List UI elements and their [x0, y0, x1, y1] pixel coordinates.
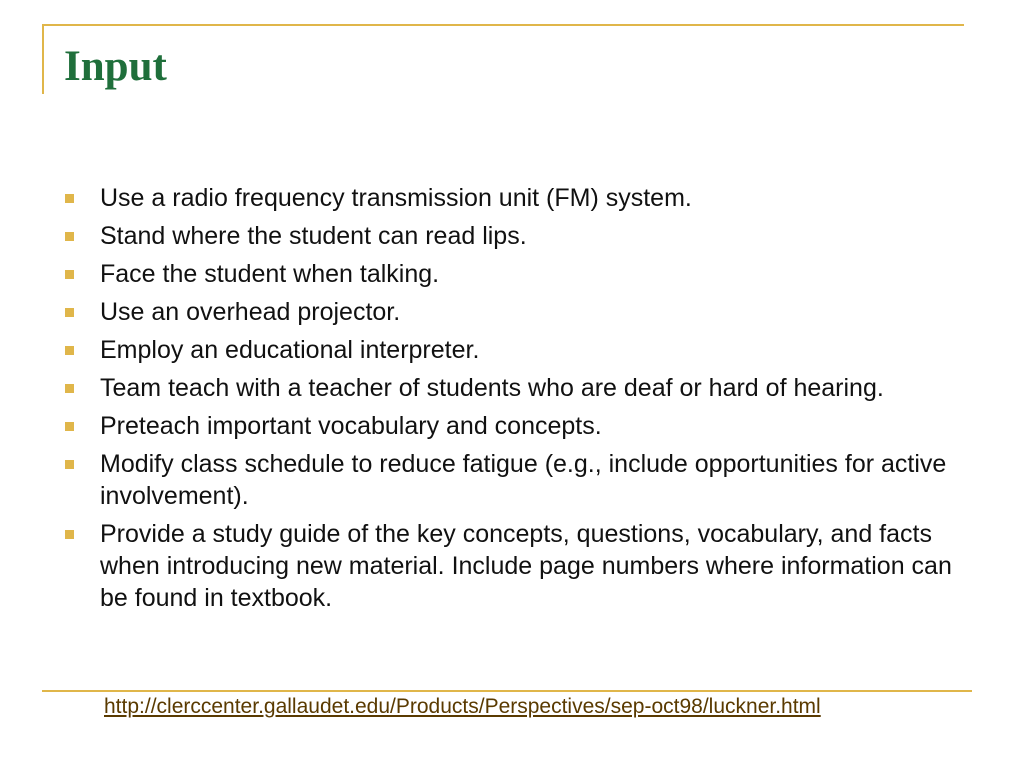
square-bullet-icon — [65, 232, 74, 241]
bullet-list — [62, 182, 962, 620]
square-bullet-icon — [65, 270, 74, 279]
bullet-text: Use a radio frequency transmission unit (FM) system. — [100, 184, 692, 212]
bullet-text: Preteach important vocabulary and concepts. — [100, 412, 602, 440]
square-bullet-icon — [65, 530, 74, 539]
square-bullet-icon — [65, 346, 74, 355]
bullet-text: Use an overhead projector. — [100, 298, 401, 326]
list-item — [62, 448, 962, 512]
square-bullet-icon — [65, 422, 74, 431]
list-item — [62, 410, 962, 442]
list-item — [62, 372, 962, 404]
square-bullet-icon — [65, 460, 74, 469]
list-item — [62, 334, 962, 366]
square-bullet-icon — [65, 308, 74, 317]
square-bullet-icon — [65, 194, 74, 203]
list-item — [62, 518, 962, 614]
list-item — [62, 182, 962, 214]
bullet-text: Employ an educational interpreter. — [100, 336, 480, 364]
bullet-text: Face the student when talking. — [100, 260, 440, 288]
square-bullet-icon — [65, 384, 74, 393]
top-accent-rule — [42, 24, 964, 26]
list-item — [62, 296, 962, 328]
bullet-text: Modify class schedule to reduce fatigue (e.g., include opportunities for active involvement). — [100, 450, 947, 510]
source-link[interactable]: http://clerccenter.gallaudet.edu/Products/Perspectives/sep-oct98/luckner.html — [104, 695, 821, 718]
slide-title: Input — [64, 43, 167, 90]
list-item — [62, 220, 962, 252]
bullet-text: Provide a study guide of the key concepts, questions, vocabulary, and facts when introducing new material. Include page numbers where information can be found in textbook. — [100, 520, 952, 612]
bullet-text: Stand where the student can read lips. — [100, 222, 527, 250]
left-accent-rule — [42, 24, 44, 94]
list-item — [62, 258, 962, 290]
bullet-text: Team teach with a teacher of students who are deaf or hard of hearing. — [100, 374, 884, 402]
